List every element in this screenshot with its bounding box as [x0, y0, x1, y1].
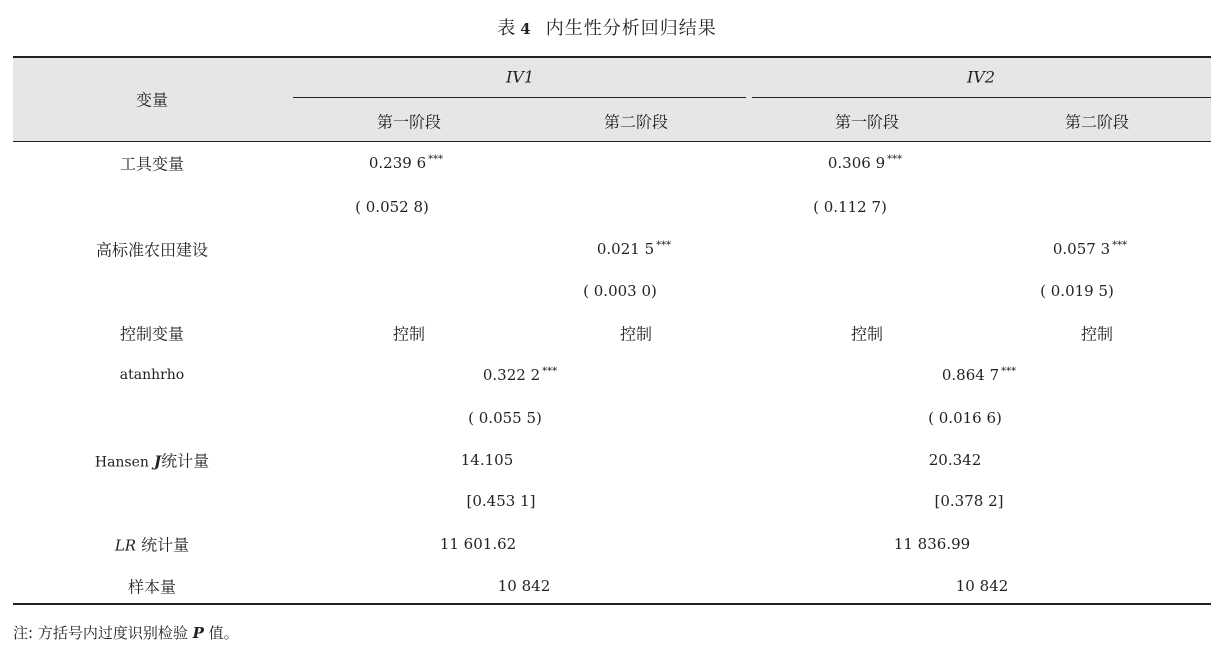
cell-n-iv2: 10 842 — [955, 577, 1009, 595]
cell-controls-2: 控制 — [619, 324, 653, 344]
cell-hansen-iv2: 20.342 — [928, 451, 982, 469]
header-iv2: IV2 — [966, 67, 996, 87]
header-iv2-stage1: 第一阶段 — [834, 112, 900, 132]
bottom-rule — [13, 603, 1211, 605]
header-iv2-stage2: 第二阶段 — [1064, 112, 1130, 132]
cell-atanhrho-iv1-se: ( 0.055 5) — [468, 409, 542, 427]
iv2-subrule — [752, 97, 1211, 98]
table-title-number: 4 — [520, 20, 532, 38]
table-title-text: 内生性分析回归结果 — [545, 18, 717, 39]
cell-tool-var-iv2-stage1: 0.306 9 *** — [827, 154, 903, 172]
cell-controls-4: 控制 — [1080, 324, 1114, 344]
cell-hansen-iv1: 14.105 — [460, 451, 514, 469]
row-label-controls: 控制变量 — [119, 324, 185, 344]
cell-hsf-iv1-se: ( 0.003 0) — [583, 282, 657, 300]
header-iv1-stage1: 第一阶段 — [376, 112, 442, 132]
top-rule — [13, 56, 1211, 58]
row-label-n: 样本量 — [127, 577, 177, 597]
table-note: 注: 方括号内过度识别检验 P 值。 — [13, 624, 239, 642]
row-label-atanhrho: atanhrho — [119, 367, 185, 383]
cell-hansen-iv1-p: [0.453 1] — [466, 492, 536, 510]
header-iv1: IV1 — [505, 67, 535, 87]
cell-hsf-iv1-stage2: 0.021 5 *** — [596, 240, 672, 258]
header-rule — [13, 141, 1211, 142]
cell-n-iv1: 10 842 — [497, 577, 551, 595]
row-label-hansen: Hansen J统计量 — [94, 451, 210, 471]
cell-hansen-iv2-p: [0.378 2] — [934, 492, 1004, 510]
cell-hsf-iv2-se: ( 0.019 5) — [1040, 282, 1114, 300]
header-variable: 变量 — [135, 90, 169, 110]
row-label-hsf: 高标准农田建设 — [95, 240, 209, 260]
header-iv1-stage2: 第二阶段 — [603, 112, 669, 132]
cell-lr-iv2: 11 836.99 — [893, 535, 971, 553]
cell-atanhrho-iv2-se: ( 0.016 6) — [928, 409, 1002, 427]
cell-tool-var-iv2-se: ( 0.112 7) — [813, 198, 887, 216]
cell-atanhrho-iv2: 0.864 7 *** — [941, 366, 1017, 384]
row-label-lr: LR 统计量 — [114, 535, 190, 555]
cell-tool-var-iv1-stage1: 0.239 6 *** — [368, 154, 444, 172]
cell-hsf-iv2-stage2: 0.057 3 *** — [1052, 240, 1128, 258]
cell-atanhrho-iv1: 0.322 2 *** — [482, 366, 558, 384]
cell-controls-1: 控制 — [392, 324, 426, 344]
cell-lr-iv1: 11 601.62 — [439, 535, 517, 553]
table-title — [0, 14, 1214, 40]
iv1-subrule — [293, 97, 746, 98]
row-label-tool-var: 工具变量 — [119, 154, 185, 174]
table-title-prefix: 表 — [497, 18, 517, 39]
cell-controls-3: 控制 — [850, 324, 884, 344]
cell-tool-var-iv1-se: ( 0.052 8) — [355, 198, 429, 216]
